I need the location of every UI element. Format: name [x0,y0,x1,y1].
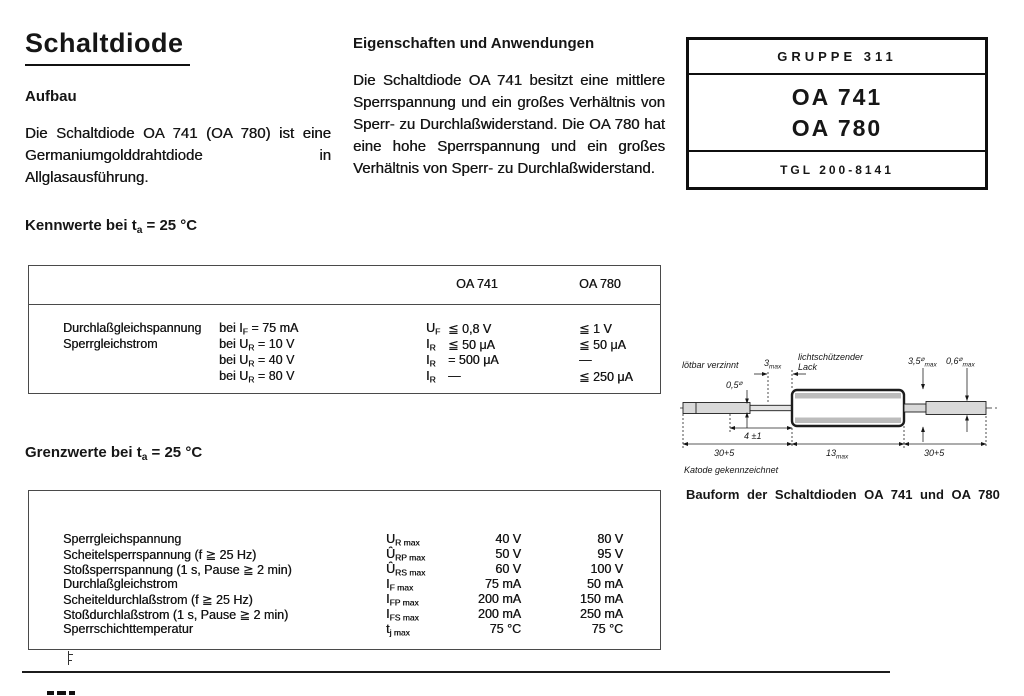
value-oa741: 40 V [495,532,521,546]
footer-rule [22,671,890,673]
grenzwerte-table [28,490,661,650]
row-symbol: $I_R$ [426,353,436,369]
diode-outline-drawing [680,350,1020,480]
label-katode-gekennzeichnet: Katode gekennzeichnet [684,465,779,475]
aufbau-heading: Aufbau [25,88,77,105]
row-symbol: $I_{F max}$ [386,577,414,593]
row-label: Stoßsperrspannung (1 s, Pause ≧ 2 min) [63,563,292,577]
row-symbol: $t_{j max}$ [386,622,410,638]
row-symbol: $Û_{RP max}$ [386,547,426,563]
left-wire [750,405,792,410]
dim-body-diameter-35max: $3,5^⌀_{max}$ [908,356,937,369]
row-symbol: $Û_{RS max}$ [386,562,426,578]
margin-tick [68,654,73,655]
value-oa780: — [579,353,592,367]
dim-lead-diameter-05: 0,5⌀ [726,380,743,390]
gruppe-label: GRUPPE 311 [777,49,897,64]
eigenschaften-text: Die Schaltdiode OA 741 besitzt eine mittlere Sperrspannung und ein großes Verhältnis von Sperr- zu Durchlaßwiderstand. Die OA 780 hat eine hohe Sperrspannung und ein großes Verhältnis von Sperr- zu Durchlaßwiderstand. [353,72,665,177]
table-row [29,622,660,638]
page-number-partial [47,691,54,695]
table-row [29,577,660,593]
value-oa741: 50 V [495,547,521,561]
value-oa741: — [448,369,461,383]
aufbau-text: Die Schaltdiode OA 741 (OA 780) ist eine Germaniumgolddrahtdiode in Allglasausführung. [25,125,331,186]
type-numbers [689,75,985,150]
value-oa741: 75 mA [484,577,521,591]
kennwerte-heading: Kennwerte bei $t_a = 25$ °C [25,217,198,237]
table-row [29,337,660,353]
row-label: Sperrgleichspannung [63,532,182,546]
row-symbol: $I_R$ [426,369,436,385]
table-row [29,607,660,623]
row-symbol: $I_{FS max}$ [386,607,419,623]
type-oa741: OA 741 [791,83,883,110]
value-oa780: ≦ 50 μA [579,338,626,352]
dim-body-length: $13_{max}$ [826,448,849,461]
page-title: Schaltdiode [25,28,190,66]
table-row [29,562,660,578]
kennwerte-table [28,265,661,394]
table-row [29,592,660,608]
value-oa780: 75 °C [591,622,623,636]
table-row [29,547,660,563]
page-number-partial [69,691,75,695]
page-number-partial [57,691,66,695]
row-label: Scheitelsperrspannung (f ≧ 25 Hz) [63,548,257,562]
value-oa780: 150 mA [579,592,623,606]
value-oa741: 200 mA [477,607,521,621]
value-oa780: ≦ 1 V [579,322,612,336]
value-oa780: 80 V [597,532,623,546]
table-row [29,353,660,369]
label-loetbar-verzinnt: lötbar verzinnt [682,360,739,370]
dim-wire-length-3max: $3_{max}$ [764,358,782,371]
value-oa741: 200 mA [477,592,521,606]
type-oa780: OA 780 [791,114,883,141]
value-oa780: ≦ 250 μA [579,370,633,384]
margin-tick [68,660,72,661]
row-symbol: $U_F$ [426,321,441,337]
value-oa780: 100 V [590,562,623,576]
drawing-caption: Bauform der Schaltdioden OA 741 und OA 780 [686,487,1000,502]
right-lead [926,402,986,415]
row-label: Scheiteldurchlaßstrom (f ≧ 25 Hz) [63,593,253,607]
value-oa741: 60 V [495,562,521,576]
table-row [29,369,660,385]
row-condition: bei $U_R = 40$ V [219,353,295,369]
type-info-box [686,37,988,190]
row-symbol: $U_{R max}$ [386,532,420,548]
row-label: Sperrgleichstrom [63,337,158,351]
eigenschaften-heading: Eigenschaften und Anwendungen [353,35,595,52]
dim-4plusminus1: 4 ±1 [744,431,762,441]
value-oa741: ≦ 50 μA [448,338,495,352]
row-label: Sperrschichttemperatur [63,622,193,636]
table-row [29,532,660,548]
value-oa780: 95 V [597,547,623,561]
right-wire [904,404,926,412]
row-label: Stoßdurchlaßstrom (1 s, Pause ≧ 2 min) [63,608,289,622]
row-symbol: $I_{FP max}$ [386,592,419,608]
value-oa741: ≦ 0,8 V [448,322,492,336]
value-oa741: 75 °C [489,622,521,636]
dim-right-lead-length: 30+5 [924,448,945,458]
value-oa741: = 500 μA [448,353,499,367]
row-label: Durchlaßgleichstrom [63,577,178,591]
row-condition: bei $U_R = 10$ V [219,337,295,353]
dim-left-lead-length: 30+5 [714,448,735,458]
table-header-divider [29,304,660,305]
label-lack-line2: Lack [798,362,818,372]
row-label: Durchlaßgleichspannung [63,321,202,335]
tgl-number: TGL 200-8141 [780,162,894,177]
table-row [29,321,660,337]
label-lack-line1: lichtschützender [798,352,864,362]
left-lead [683,403,750,414]
row-condition: bei $U_R = 80$ V [219,369,295,385]
value-oa780: 50 mA [586,577,623,591]
column-header-oa780: OA 780 [579,277,621,291]
row-condition: bei $I_F = 75$ mA [219,321,299,337]
dim-lead-diameter-06max: $0,6^⌀_{max}$ [946,356,975,369]
row-symbol: $I_R$ [426,337,436,353]
grenzwerte-heading: Grenzwerte bei $t_a = 25$ °C [25,444,203,464]
column-header-oa741: OA 741 [456,277,498,291]
value-oa780: 250 mA [579,607,623,621]
